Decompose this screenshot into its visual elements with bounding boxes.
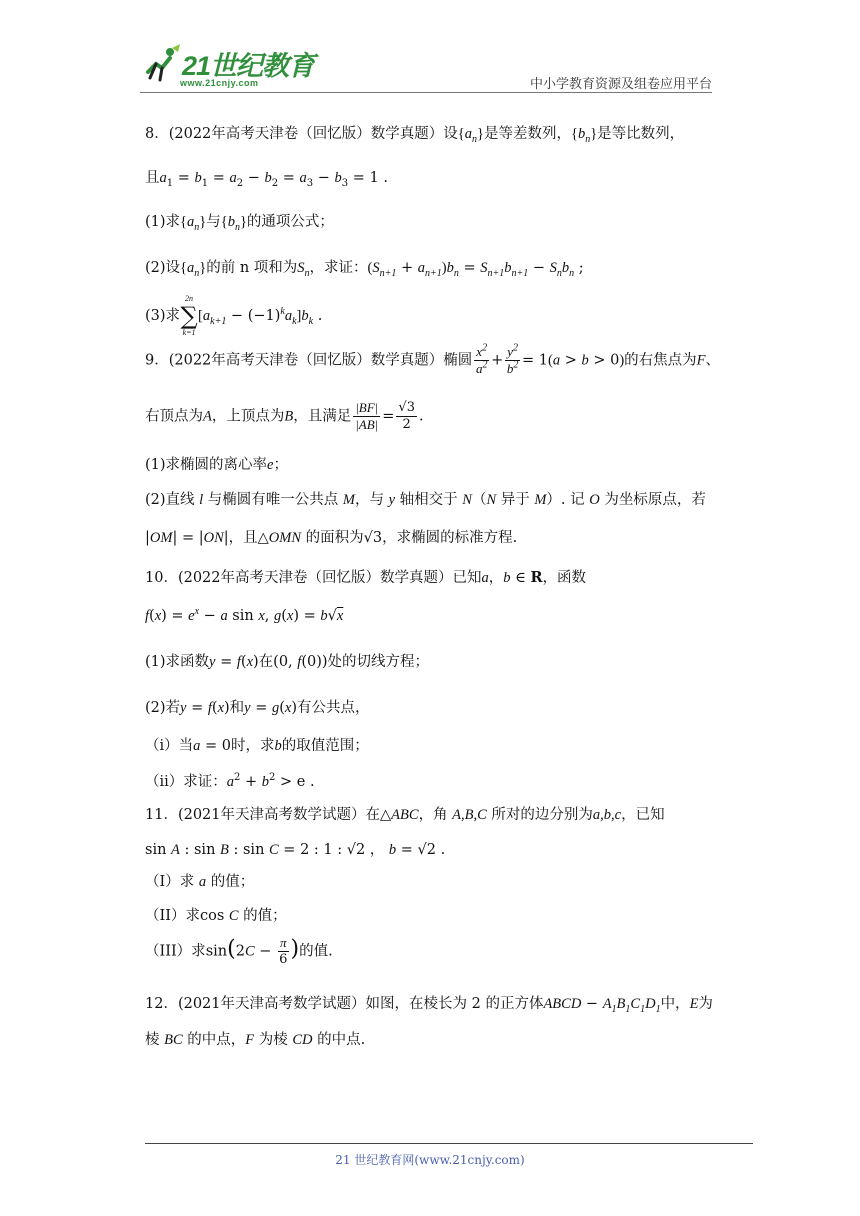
q11-line2: sin A : sin B : sin C = 2 : 1 : √2 ， b = √2 . [145, 842, 446, 858]
q10-p1-post: 处的切线方程； [327, 654, 430, 670]
q12-intro-post: 中， [660, 996, 690, 1012]
q8-intro-c: 是等比数列， [597, 126, 685, 142]
q9-p2-g: 为坐标原点，若 [604, 492, 706, 508]
q10-p1-mid: 在 [258, 654, 274, 670]
footer-divider [145, 1143, 753, 1144]
q11-p1: （I）求 [145, 874, 195, 890]
page-header [140, 40, 712, 90]
q10-part2-ii: （ii）求证：$a^2 + b^2 > e$ . [145, 772, 315, 790]
q10-p1-pre: (1)求函数 [145, 654, 210, 670]
q9-part2-line2: |OM| = |ON|，且△OMN 的面积为√3，求椭圆的标准方程. [145, 530, 518, 546]
q11-p2-post: 的值； [243, 908, 287, 924]
q10-line1: 10．(2022年高考天津卷（回忆版）数学真题）已知a，b ∈ R，函数 [145, 569, 587, 586]
q10-p2-pre: (2)若 [145, 700, 181, 716]
q8-intro-b: 是等差数列， [483, 126, 571, 142]
q11-p3: （III）求 [145, 943, 206, 960]
summation-symbol: 2n ∑ k=1 [180, 294, 198, 337]
q8-p2-pre: (2)设 [145, 260, 181, 276]
q10-intro: 10．(2022年高考天津卷（回忆版）数学真题）已知 [145, 570, 482, 586]
q8-part1: (1)求$\{a_n\}$与$\{b_n\}$的通项公式； [145, 214, 334, 233]
q8-cond-pre: 且 [145, 170, 160, 186]
q8-p2-post: ，求证： [309, 260, 368, 276]
q9-p2-f: ）. 记 [546, 492, 585, 508]
q10-i-pre: （i）当 [145, 738, 194, 754]
q8-part3: (3)求 2n ∑ k=1 $[a_{k+1} - (-1)^ka_k]b_k$ . [145, 294, 323, 337]
q10-i-post: 的取值范围； [281, 738, 369, 754]
q12-l2-d: 的中点. [317, 1032, 366, 1048]
q12-l2-c: 为棱 [258, 1032, 288, 1048]
q9-p2-a: (2)直线 [145, 492, 195, 508]
q8-intro: 8．(2022年高考天津卷（回忆版）数学真题）设 [145, 126, 458, 142]
q8-p3-pre: (3)求 [145, 308, 181, 324]
q8-line1: 8．(2022年高考天津卷（回忆版）数学真题）设$\{a_n\}$是等差数列，$\{b_n\}$是等比数列， [145, 126, 685, 145]
q9-line2-pre: 右顶点为 [145, 408, 203, 425]
q10-ii-pre: （ii）求证： [145, 774, 227, 790]
q10-i-mid: 时，求 [230, 738, 275, 754]
q12-line2: 棱 BC 的中点，F 为棱 CD 的中点. [145, 1032, 366, 1048]
q9-line1: 9．(2022年高考天津卷（回忆版）数学真题）椭圆 $\frac{x^2}{a^2}$ + $\frac{y^2}{b^2}$ = 1(a > b > 0)的右焦点为F、 [145, 342, 721, 376]
q10-part1: (1)求函数y = f(x)在(0, f(0))处的切线方程； [145, 654, 430, 670]
q8-p1-pre: (1)求 [145, 214, 181, 230]
q9-p2-l2-end: ，求椭圆的标准方程. [382, 530, 518, 546]
q9-p2-l2-post: 的面积为 [305, 530, 364, 546]
q11-p1-post: 的值； [210, 874, 255, 890]
q10-p2-post: 有公共点， [297, 700, 370, 716]
logo-url: www.21cnjy.com [180, 78, 259, 88]
q12-l2-b: 的中点， [187, 1032, 246, 1048]
runner-logo-icon [140, 42, 184, 86]
q11-intro-b: ，角 [418, 807, 448, 823]
q11-part1: （I）求 a 的值； [145, 874, 255, 890]
q9-p2-d: 轴相交于 [399, 492, 458, 508]
header-tagline: 中小学教育资源及组卷应用平台 [529, 77, 712, 92]
q11-intro-c: 所对的边分别为 [491, 807, 593, 823]
q9-p2-e: 异于 [500, 492, 530, 508]
q9-part1: (1)求椭圆的离心率e； [145, 457, 288, 473]
logo-text: 21世纪教育 [182, 51, 315, 81]
q11-part2: （II）求cos C 的值； [145, 908, 287, 924]
q9-line2: 右顶点为A，上顶点为B，且满足 $\frac{|BF|}{|AB|}$ = $\frac{√3}{2}$ . [145, 400, 424, 432]
q12-intro: 12．(2021年天津高考数学试题）如图，在棱长为 2 的正方体 [145, 996, 544, 1012]
footer-link[interactable]: 21 世纪教育网(www.21cnjy.com) [335, 1153, 525, 1167]
q11-intro: 11．(2021年天津高考数学试题）在 [145, 807, 381, 823]
q10-part2: (2)若y = f(x)和y = g(x)有公共点， [145, 700, 370, 716]
q11-p3-post: 的值. [299, 943, 333, 960]
q9-p2-l2-mid: ，且 [228, 530, 258, 546]
q9-p2-b: 与椭圆有唯一公共点 [207, 492, 339, 508]
q10-part2-i: （i）当a = 0时，求b的取值范围； [145, 738, 369, 754]
q9-line2-post: ，且满足 [293, 408, 352, 425]
q11-part3: （III）求sin(2C − $\frac{\pi}{6}$ )的值. [145, 935, 333, 967]
q9-intro: 9．(2022年高考天津卷（回忆版）数学真题）椭圆 [145, 352, 473, 369]
q8-part2: (2)设$\{a_n\}$的前 n 项和为$S_n$，求证：$(S_{n+1} + a_{n+1})b_n = S_{n+1}b_{n+1} - S_nb_n$ ; [145, 260, 584, 279]
q11-intro-d: ，已知 [621, 807, 665, 823]
q11-line1: 11．(2021年天津高考数学试题）在△ABC，角 A,B,C 所对的边分别为a,b,c，已知 [145, 807, 665, 823]
q9-part2-line1: (2)直线 l 与椭圆有唯一公共点 M，与 y 轴相交于 N（N 异于 M）. 记 O 为坐标原点，若 [145, 492, 706, 508]
q8-line2: 且$a_1 = b_1 = a_2 - b_2 = a_3 - b_3 = 1$ . [145, 170, 388, 189]
q10-function: $f(x) = e^x - a$ sin x, g(x) = b√x [145, 606, 344, 624]
site-logo[interactable] [140, 40, 330, 88]
q8-p2-mid: 的前 n 项和为 [206, 260, 298, 276]
header-divider [140, 92, 712, 93]
q10-p2-mid: 和 [229, 700, 245, 716]
q9-line2-mid: ，上顶点为 [211, 408, 285, 425]
q8-p1-mid: 与 [206, 214, 221, 230]
q12-l2-a: 棱 [145, 1032, 160, 1048]
q9-intro-post: 的右焦点为 [624, 352, 697, 369]
q9-p2-c: ，与 [355, 492, 384, 508]
q12-line1: 12．(2021年天津高考数学试题）如图，在棱长为 2 的正方体ABCD − $A_1B_1C_1D_1$中，E为 [145, 996, 713, 1015]
q8-p1-post: 的通项公式； [246, 214, 334, 230]
q12-intro-end: 为 [698, 996, 713, 1012]
q10-intro-post: ，函数 [542, 570, 587, 586]
q9-p1: (1)求椭圆的离心率 [145, 457, 268, 473]
q11-p2: （II）求 [145, 908, 200, 924]
